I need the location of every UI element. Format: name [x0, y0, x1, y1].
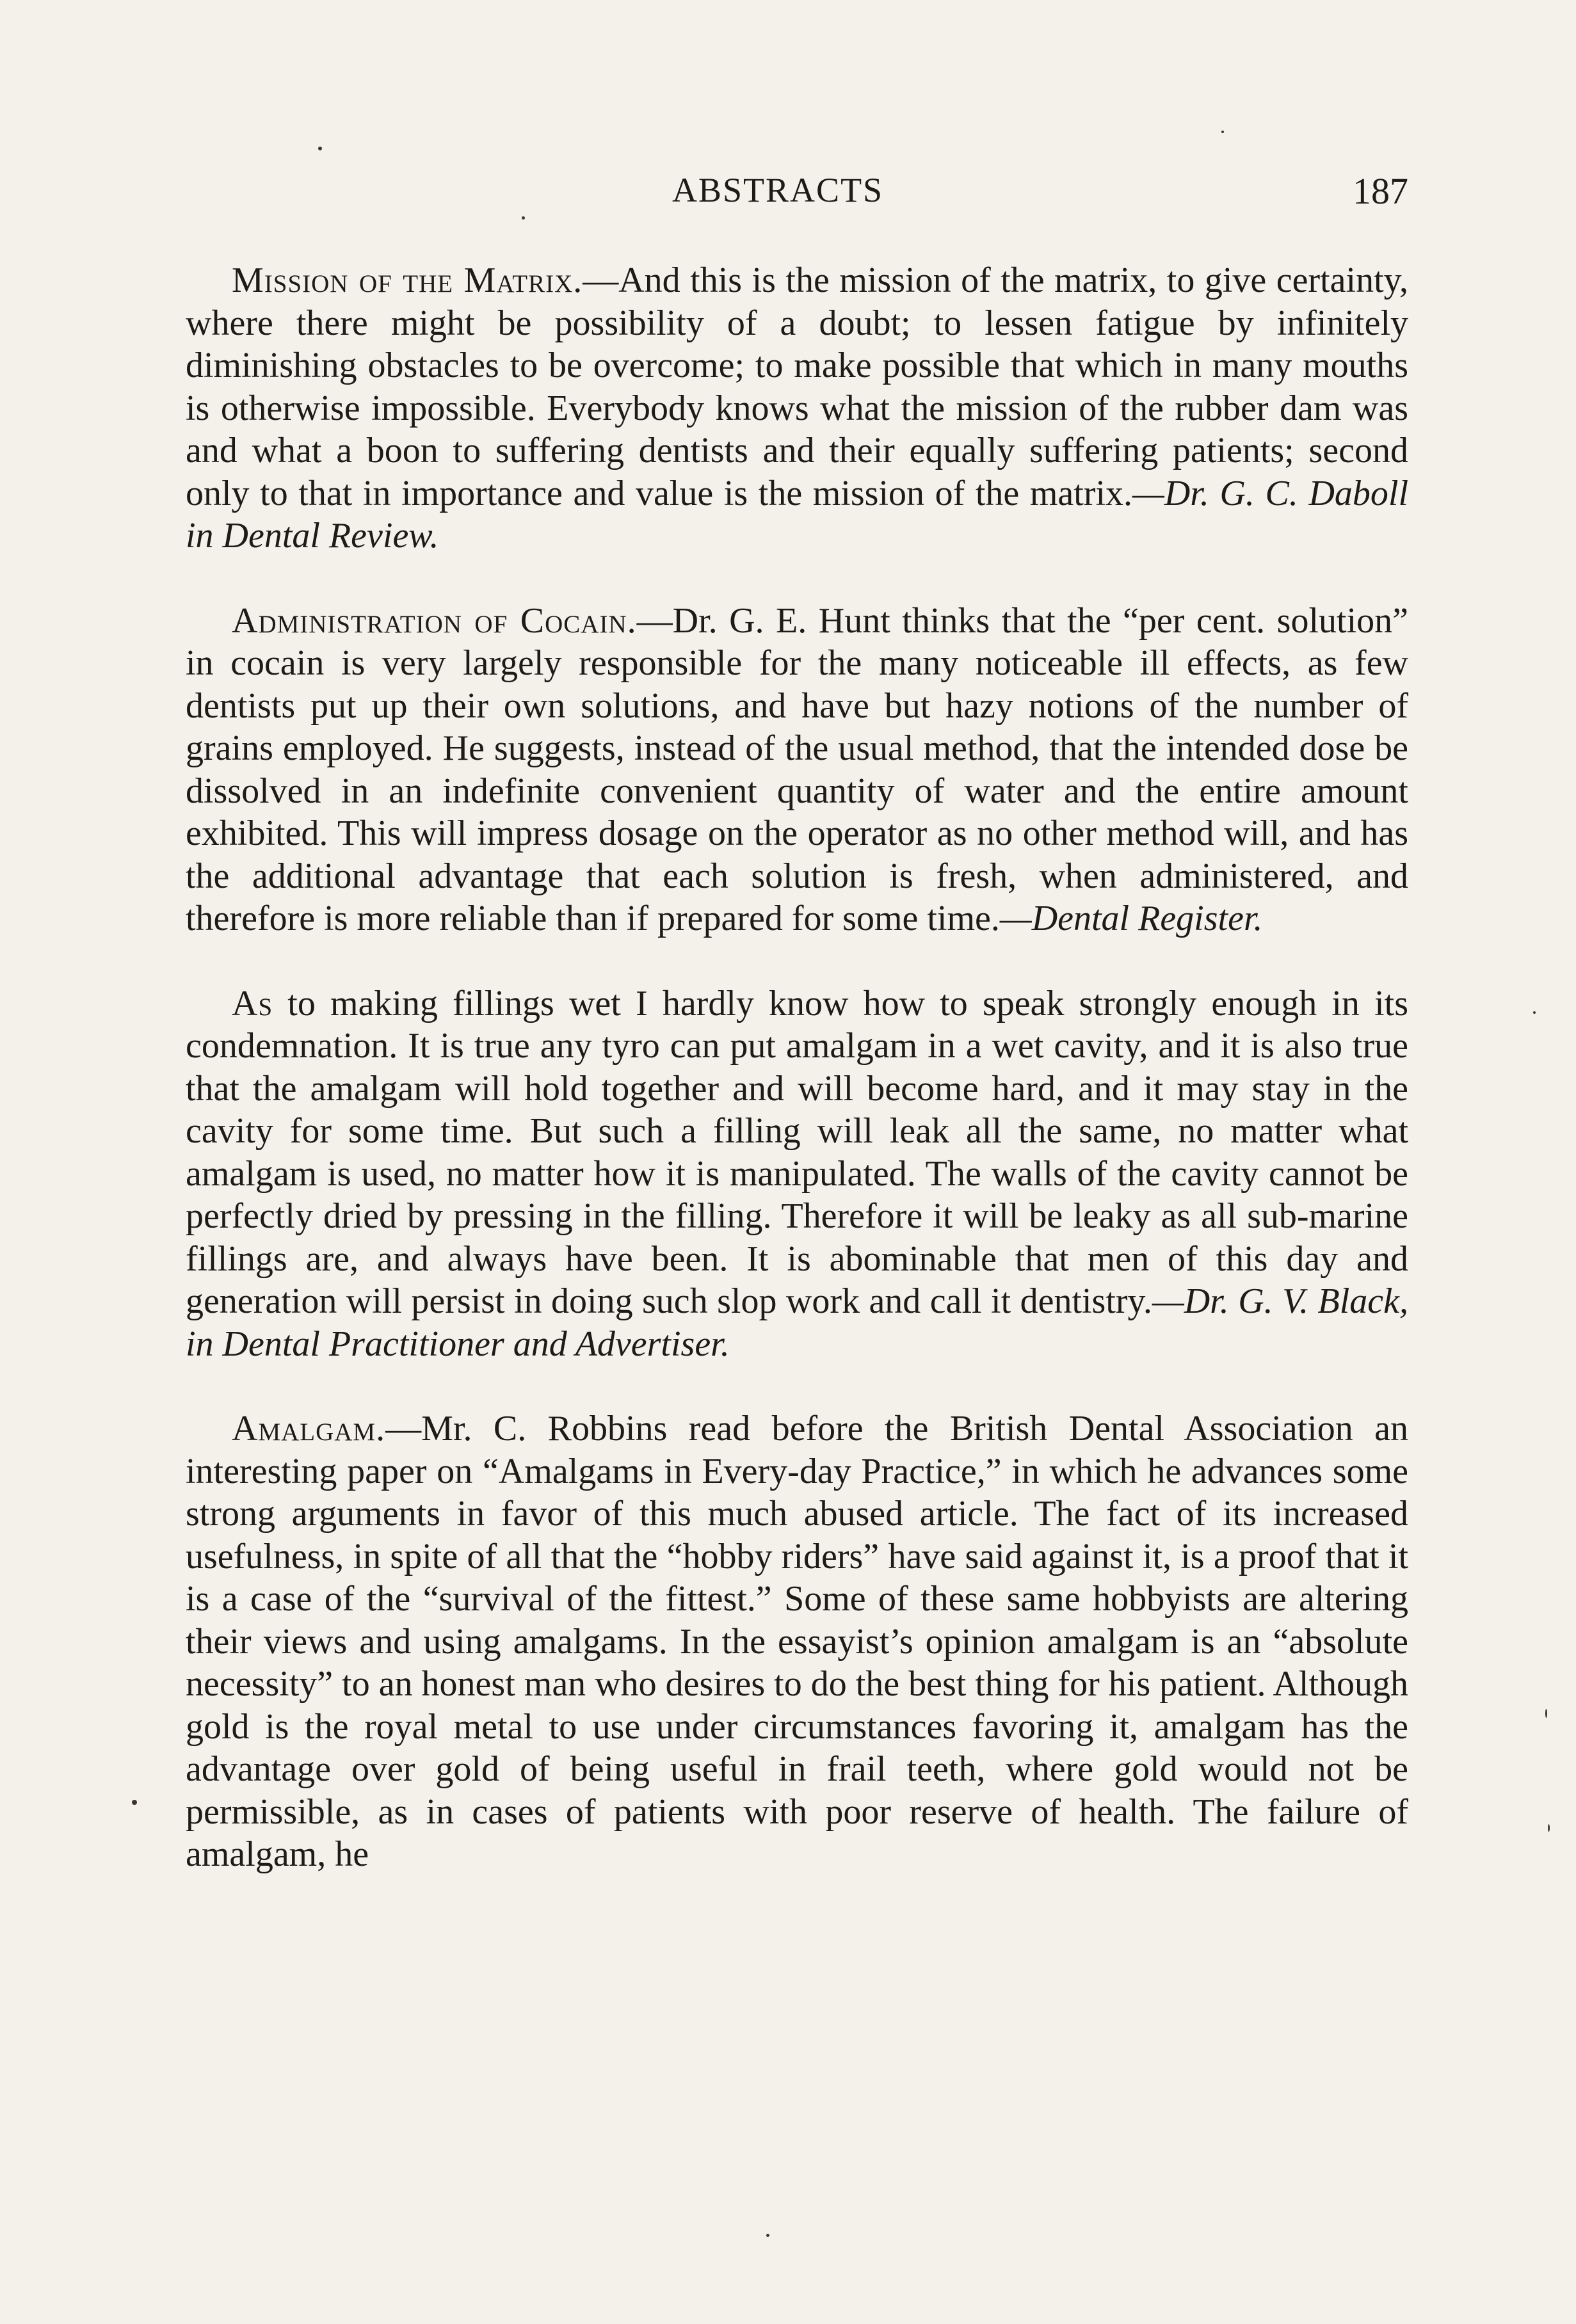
paragraph-heading: Administration of Cocain.	[232, 600, 637, 641]
article-body	[186, 259, 1408, 1876]
paragraph-wet-fillings	[186, 982, 1408, 1366]
scan-speck	[766, 2234, 769, 2237]
scan-speck	[132, 1800, 137, 1805]
scan-speck	[318, 147, 322, 150]
paragraph-text: —And this is the mission of the matrix, to give certainty, where there might be possibility of a doubt; to lessen fatigue by infinitely diminishing obstacles to be overcome; to make possible that which in many mouths is otherwise impossible. Everybody knows what the mission of the rubber dam was and what a boon to suffering dentists and their equally suffering patients; second only to that in importance and value is the mission of the matrix.	[186, 260, 1408, 513]
paragraph-cocain	[186, 600, 1408, 940]
paragraph-heading: Mission of the Matrix.	[232, 260, 583, 300]
running-head-title: ABSTRACTS	[672, 171, 884, 209]
paragraph-citation: —Dental Register.	[999, 899, 1263, 938]
scan-speck	[1548, 1824, 1550, 1832]
paragraph-heading: As	[232, 983, 273, 1023]
scan-speck	[1221, 131, 1224, 133]
paragraph-citation: —Dr. G. V. Black, in Dental Practitioner and Advertiser.	[186, 1281, 1409, 1364]
paragraph-text: —Dr. G. E. Hunt thinks that the “per cent. solution” in cocain is very largely responsible for the many noticeable ill effects, as few dentists put up their own solutions, and have but hazy notions of the number of grains employed. He suggests, instead of the usual method, that the intended dose be dissolved in an indefinite convenient quantity of water and the entire amount exhibited. This will impress dosage on the operator as no other method will, and has the additional advantage that each solution is fresh, when administered, and therefore is more reliable than if prepared for some time.	[186, 600, 1408, 938]
paragraph-text: to making fillings wet I hardly know how to speak strongly enough in its condemnation. It is true any tyro can put amalgam in a wet cavity, and it is also true that the amalgam will hold together and will become hard, and it may stay in the cavity for some time. But such a filling will leak all the same, no matter what amalgam is used, no matter how it is manipulated. The walls of the cavity cannot be perfectly dried by pressing in the filling. Therefore it will be leaky as all sub-marine fillings are, and always have been. It is abominable that men of this day and generation will persist in doing such slop work and call it dentistry.	[186, 983, 1408, 1321]
running-header	[186, 170, 1408, 224]
page-number: 187	[1353, 170, 1408, 212]
paragraph-heading: Amalgam.	[232, 1409, 386, 1448]
scan-speck	[1545, 1709, 1547, 1718]
scan-speck	[1533, 1011, 1536, 1014]
paragraph-text: —Mr. C. Robbins read before the British Dental Association an interesting paper on “Amalgams in Every-day Practice,” in which he advances some strong arguments in favor of this much abused article. The fact of its increased usefulness, in spite of all that the “hobby riders” have said against it, is a proof that it is a case of the “survival of the fittest.” Some of these same hobbyists are altering their views and using amalgams. In the essayist’s opinion amalgam is an “absolute necessity” to an honest man who desires to do the best thing for his patient. Although gold is the royal metal to use under circumstances favoring it, amalgam has the advantage over gold of being useful in frail teeth, where gold would not be permissible, as in cases of patients with poor reserve of health. The failure of amalgam, he	[186, 1409, 1408, 1874]
scan-speck	[522, 216, 525, 220]
paragraph-matrix	[186, 259, 1408, 557]
paragraph-amalgam	[186, 1407, 1408, 1876]
paragraph-citation: —Dr. G. C. Daboll in Dental Review.	[186, 473, 1408, 556]
